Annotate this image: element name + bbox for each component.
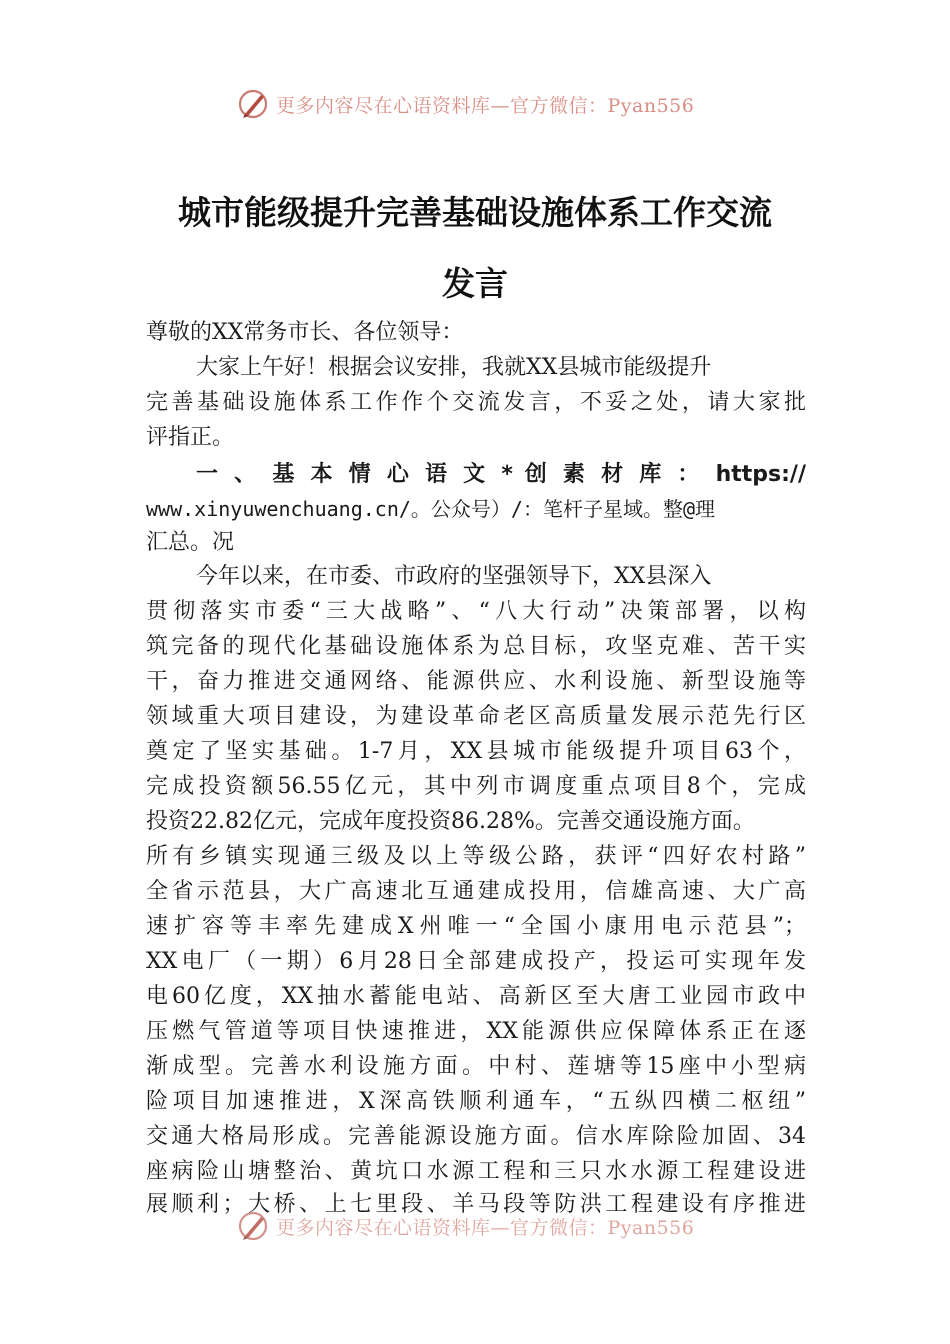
paragraph-line: 贯彻落实市委“三大战略”、“八大行动”决策部署，以构 (146, 599, 806, 624)
paragraph-line: 今年以来，在市委、市政府的坚强领导下，XX县深入 (196, 564, 712, 589)
title-line-1: 城市能级提升完善基础设施体系工作交流 (178, 193, 772, 232)
title-line-2: 发言 (442, 264, 508, 303)
paragraph-line: 筑完备的现代化基础设施体系为总目标，攻坚克难、苦干实 (146, 634, 806, 659)
paragraph-line: 压燃气管道等项目快速推进，XX能源供应保障体系正在逐 (146, 1019, 806, 1044)
section-heading-line: 汇总。况 (146, 530, 235, 555)
watermark-text: 更多内容尽在心语资料库—官方微信：Pyan556 (276, 1216, 695, 1239)
paragraph-line: 所有乡镇实现通三级及以上等级公路，获评“四好农村路” (146, 844, 806, 869)
paragraph-line: 领域重大项目建设，为建设革命老区高质量发展示范先行区 (146, 704, 806, 729)
salutation: 尊敬的XX常务市长、各位领导： (146, 320, 464, 345)
section-heading-line: 一 、 基 本 情 心 语 文 * 创 素 材 库 ： https:// (196, 462, 807, 487)
paragraph-line: 展顺利；大桥、上七里段、羊马段等防洪工程建设有序推进 (146, 1192, 806, 1217)
paragraph-line: 奠定了坚实基础。1-7月，XX县城市能级提升项目63个， (146, 739, 806, 764)
paragraph-line: 全省示范县，大广高速北互通建成投用，信雄高速、大广高 (146, 879, 806, 904)
paragraph-line: 速扩容等丰率先建成X州唯一“全国小康用电示范县”； (146, 914, 806, 939)
paragraph-line: 完成投资额56.55亿元，其中列市调度重点项目8个，完成 (146, 774, 806, 799)
paragraph-line: 渐成型。完善水利设施方面。中村、莲塘等15座中小型病 (146, 1054, 806, 1079)
paragraph-line: 投资22.82亿元，完成年度投资86.28%。完善交通设施方面。 (146, 809, 755, 834)
section-heading-line: www.xinyuwenchuang.cn/。公众号）/：笔杆子星域。整@理 (146, 497, 715, 521)
paragraph-line: 完善基础设施体系工作作个交流发言，不妥之处，请大家批 (146, 390, 806, 415)
watermark-banner-bottom (236, 1206, 694, 1246)
pen-logo-icon (236, 87, 270, 121)
paragraph-line: 险项目加速推进，X深高铁顺利通车，“五纵四横二枢纽” (146, 1089, 806, 1114)
watermark-text: 更多内容尽在心语资料库—官方微信：Pyan556 (276, 94, 695, 117)
pen-logo-icon (236, 1209, 270, 1243)
watermark-banner-top (236, 84, 694, 124)
paragraph-line: 座病险山塘整治、黄坑口水源工程和三只水水源工程建设进 (146, 1159, 806, 1184)
paragraph-line: 干，奋力推进交通网络、能源供应、水利设施、新型设施等 (146, 669, 806, 694)
paragraph-line: 交通大格局形成。完善能源设施方面。信水库除险加固、34 (146, 1124, 806, 1149)
paragraph-line: 评指正。 (146, 425, 235, 450)
paragraph-line: XX电厂（一期）6月28日全部建成投产，投运可实现年发 (146, 949, 806, 974)
paragraph-line: 电60亿度，XX抽水蓄能电站、高新区至大唐工业园市政中 (146, 984, 806, 1009)
paragraph-line: 大家上午好！根据会议安排，我就XX县城市能级提升 (196, 355, 712, 380)
